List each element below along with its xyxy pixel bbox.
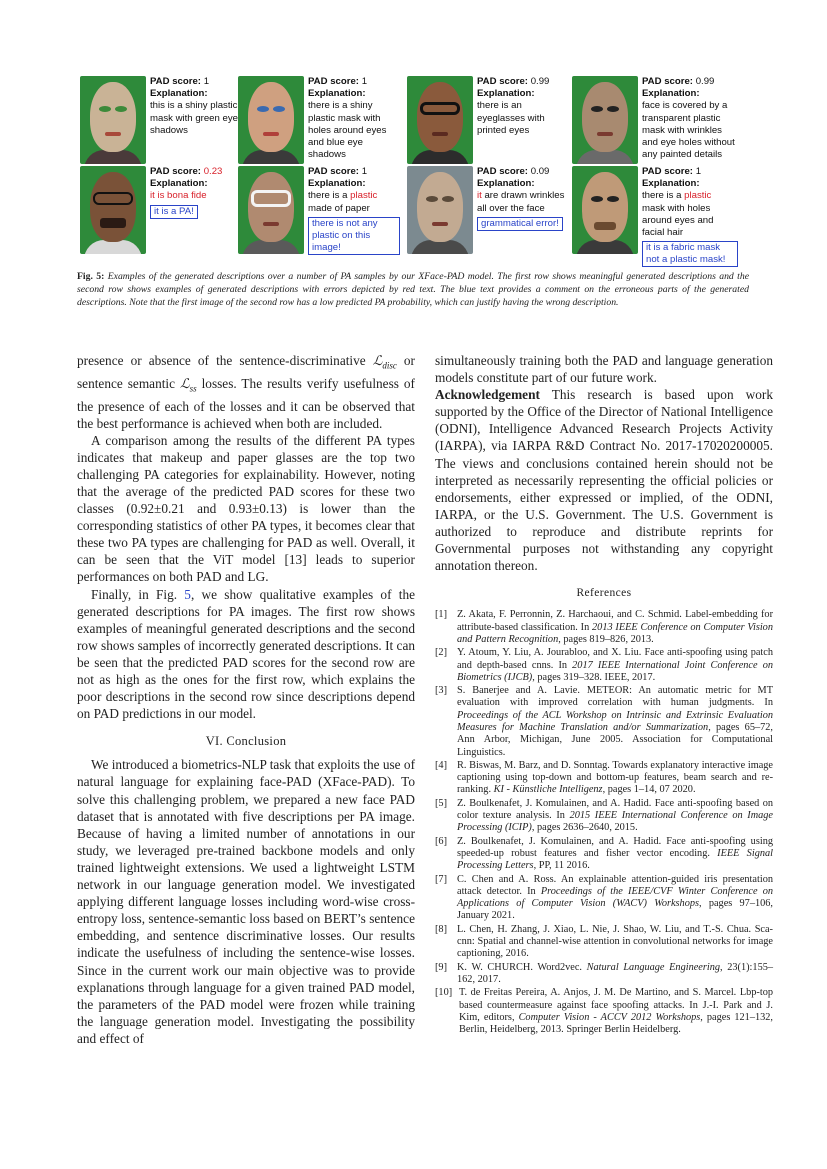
- reference-item: [2] Y. Atoum, Y. Liu, A. Jourabloo, and X. Liu. Face anti-spoofing using patch and depth-based cnns. In 2017 IEEE International Joint Conference on Biometrics (IJCB), pages 319–328. IEEE, 2017.: [435, 647, 773, 683]
- annotation: PAD score: 0.23 Explanation: it is bona fide it is a PA!: [150, 166, 223, 217]
- face-image: [238, 166, 304, 254]
- face-image: [80, 76, 146, 164]
- left-column: [77, 352, 415, 1047]
- annotation: PAD score: 0.99 Explanation: face is covered by a transparent plastic mask with wrinkles and eye holes without any painted details: [642, 76, 735, 161]
- reference-item: [9] K. W. CHURCH. Word2vec. Natural Language Engineering, 23(1):155–162, 2017.: [435, 961, 774, 985]
- annotation: PAD score: 1 Explanation: there is a plastic made of paper there is not any plastic on this image!: [308, 166, 402, 255]
- face-image: [572, 76, 638, 164]
- reference-item: [1] Z. Akata, F. Perronnin, Z. Harchaoui, and C. Schmid. Label-embedding for attribute-based classification. In 2013 IEEE Conference on Computer Vision and Pattern Recognition, pages 819–826, 2013.: [435, 609, 773, 645]
- reference-item: [7] C. Chen and A. Ross. An explainable attention-guided iris presentation attack detector. In Proceedings of the IEEE/CVF Winter Conference on Applications of Computer Vision (WACV) Workshops, pages 97–106, January 2021.: [435, 873, 773, 922]
- annotation: PAD score: 0.09 Explanation: it are drawn wrinkles all over the face grammatical error!: [477, 166, 565, 229]
- figure-5: [80, 76, 748, 266]
- comment-box: it is a fabric mask not a plastic mask!: [642, 241, 738, 267]
- reference-item: [10] T. de Freitas Pereira, A. Anjos, J. M. De Martino, and S. Marcel. Lbp-top based countermeasure against face spoofing attacks. In J.-I. Park and J. Kim, editors, Computer Vision - ACCV 2012 Workshops, pages 121–132, Berlin, Heidelberg, 2013. Springer Berlin Heidelberg.: [435, 987, 773, 1036]
- paragraph: We introduced a biometrics-NLP task that exploits the use of natural language for explaining face-PAD (XFace-PAD). To solve this challenging problem, we prepared a new face PAD dataset that is annotated with five descriptions per PA image. Because of having a limited number of annotations in our study, we leveraged pre-trained backbone models and only trained lightweight extensions. We used a lightweight LSTM network in our language generation model. We investigated applying different language losses including word-wise cross-entropy loss, sentence-semantic loss based on BERT’s sentence embedding, and sentence discriminative losses. Our results indicate the usefulness of including the sentence-wise losses. Since in the current work our main objective was to provide explanations through language for a given trained PAD model, the parameters of the PAD model were frozen while training the language generation model. Investigating the possibility and effect of: [77, 757, 415, 1046]
- references-heading: References: [576, 587, 632, 600]
- annotation: PAD score: 1 Explanation: there is a plastic mask with holes around eyes and facial hair it is a fabric mask not a plastic mask!: [642, 166, 736, 267]
- right-column: [435, 352, 773, 1037]
- face-image: [407, 166, 473, 254]
- reference-item: [4] R. Biswas, M. Barz, and D. Sonntag. Towards explanatory interactive image captioning using top-down and bottom-up features, beam search and re-ranking. KI - Künstliche Intelligenz, pages 1–14, 07 2020.: [435, 759, 773, 796]
- face-image: [407, 76, 473, 164]
- sample-r2c2: [238, 166, 398, 256]
- sample-r2c4: [572, 166, 732, 266]
- section-heading: VI. Conclusion: [205, 734, 287, 749]
- face-image: [80, 166, 146, 254]
- comment-box: grammatical error!: [477, 217, 563, 231]
- sample-r1c3: [407, 76, 567, 166]
- annotation: PAD score: 1 Explanation: there is a shiny plastic mask with holes around eyes and blue eye shadows: [308, 76, 387, 161]
- comment-box: there is not any plastic on this image!: [308, 217, 400, 255]
- figure-link[interactable]: 5: [184, 586, 191, 602]
- reference-item: [5] Z. Boulkenafet, J. Komulainen, and A. Hadid. Face anti-spoofing based on color texture analysis. In 2015 IEEE International Conference on Image Processing (ICIP), pages 2636–2640, 2015.: [435, 797, 774, 834]
- paragraph: simultaneously training both the PAD and language generation models constitute part of our future work.: [435, 353, 773, 386]
- face-image: [572, 166, 638, 254]
- figure-caption: Fig. 5: Examples of the generated descriptions over a number of PA samples by our XFace-PAD model. The first row shows meaningful generated descriptions and the second row shows examples of generated descriptions with errors depicted by red text. The blue text provides a comment on the erroneous parts of the generated descriptions. Note that the first image of the second row has a low predicted PA probability, which can justify having the wrong description.: [77, 271, 749, 309]
- reference-list: [435, 609, 773, 1036]
- comment-box: it is a PA!: [150, 205, 198, 219]
- sample-r1c2: [238, 76, 398, 166]
- paragraph: Finally, in Fig. 5, we show qualitative examples of the generated descriptions for PA images. The first row shows examples of meaningful generated descriptions and the second row shows samples of incorrectly generated descriptions. It can be seen that the predicted PAD scores for the second row are not as high as the ones for the first row, which explains the poor descriptions in the second row since descriptions depend on PAD predictions in our model.: [77, 586, 415, 722]
- reference-item: [3] S. Banerjee and A. Lavie. METEOR: An automatic metric for MT evaluation with improved correlation with human judgments. In Proceedings of the ACL Workshop on Intrinsic and Extrinsic Evaluation Measures for Machine Translation and/or Summarization, pages 65–72, Ann Arbor, Michigan, June 2005. Association for Computational Linguistics.: [435, 685, 773, 758]
- annotation: PAD score: 0.99 Explanation: there is an eyeglasses with printed eyes: [477, 76, 550, 136]
- paragraph: A comparison among the results of the different PA types indicates that makeup and paper glasses are the top two challenging PA categories for explainability. However, noting that the average of the predicted PAD scores for these two classes (0.92±0.21 and 0.93±0.13) is lower than the corresponding statistics of other PA types, it becomes clear that these two PA types are challenging for PAD as well. Overall, it can be seen that the ViT model [13] leads to superior performances on both PAD and LG.: [77, 432, 415, 585]
- annotation: PAD score: 1 Explanation: this is a shiny plastic mask with green eye shadows: [150, 76, 238, 136]
- sample-r2c3: [407, 166, 567, 256]
- sample-r2c1: [80, 166, 240, 256]
- acknowledgement: Acknowledgement This research is based upon work supported by the Office of the Director of National Intelligence (ODNI), Intelligence Advanced Research Projects Activity (IARPA), via IARPA R&D Contract No. 2017-17020200005. The views and conclusions contained herein should not be interpreted as necessarily representing the official policies or endorsements, either expressed or implied, of the ODNI, IARPA, or the U.S. Government. The U.S. Government is authorized to reproduce and distribute reprints for Governmental purposes not withstanding any copyright annotation thereon.: [435, 387, 773, 574]
- reference-item: [6] Z. Boulkenafet, J. Komulainen, and A. Hadid. Face anti-spoofing using speeded-up robust features and fisher vector encoding. IEEE Signal Processing Letters, PP, 11 2016.: [435, 835, 773, 872]
- sample-r1c4: [572, 76, 735, 166]
- face-image: [238, 76, 304, 164]
- paragraph: presence or absence of the sentence-discriminative ℒ$_{disc}$ or sentence semantic ℒ$_{ss}$ losses. The results verify usefulness of the presence of each of the losses and it can be observed that the best performance is achieved when both are included.: [77, 353, 415, 431]
- sample-r1c1: [80, 76, 240, 166]
- reference-item: [8] L. Chen, H. Zhang, J. Xiao, L. Nie, J. Shao, W. Liu, and T.-S. Chua. Sca-cnn: Spatial and channel-wise attention in convolutional networks for image captioning, 2016.: [435, 923, 773, 960]
